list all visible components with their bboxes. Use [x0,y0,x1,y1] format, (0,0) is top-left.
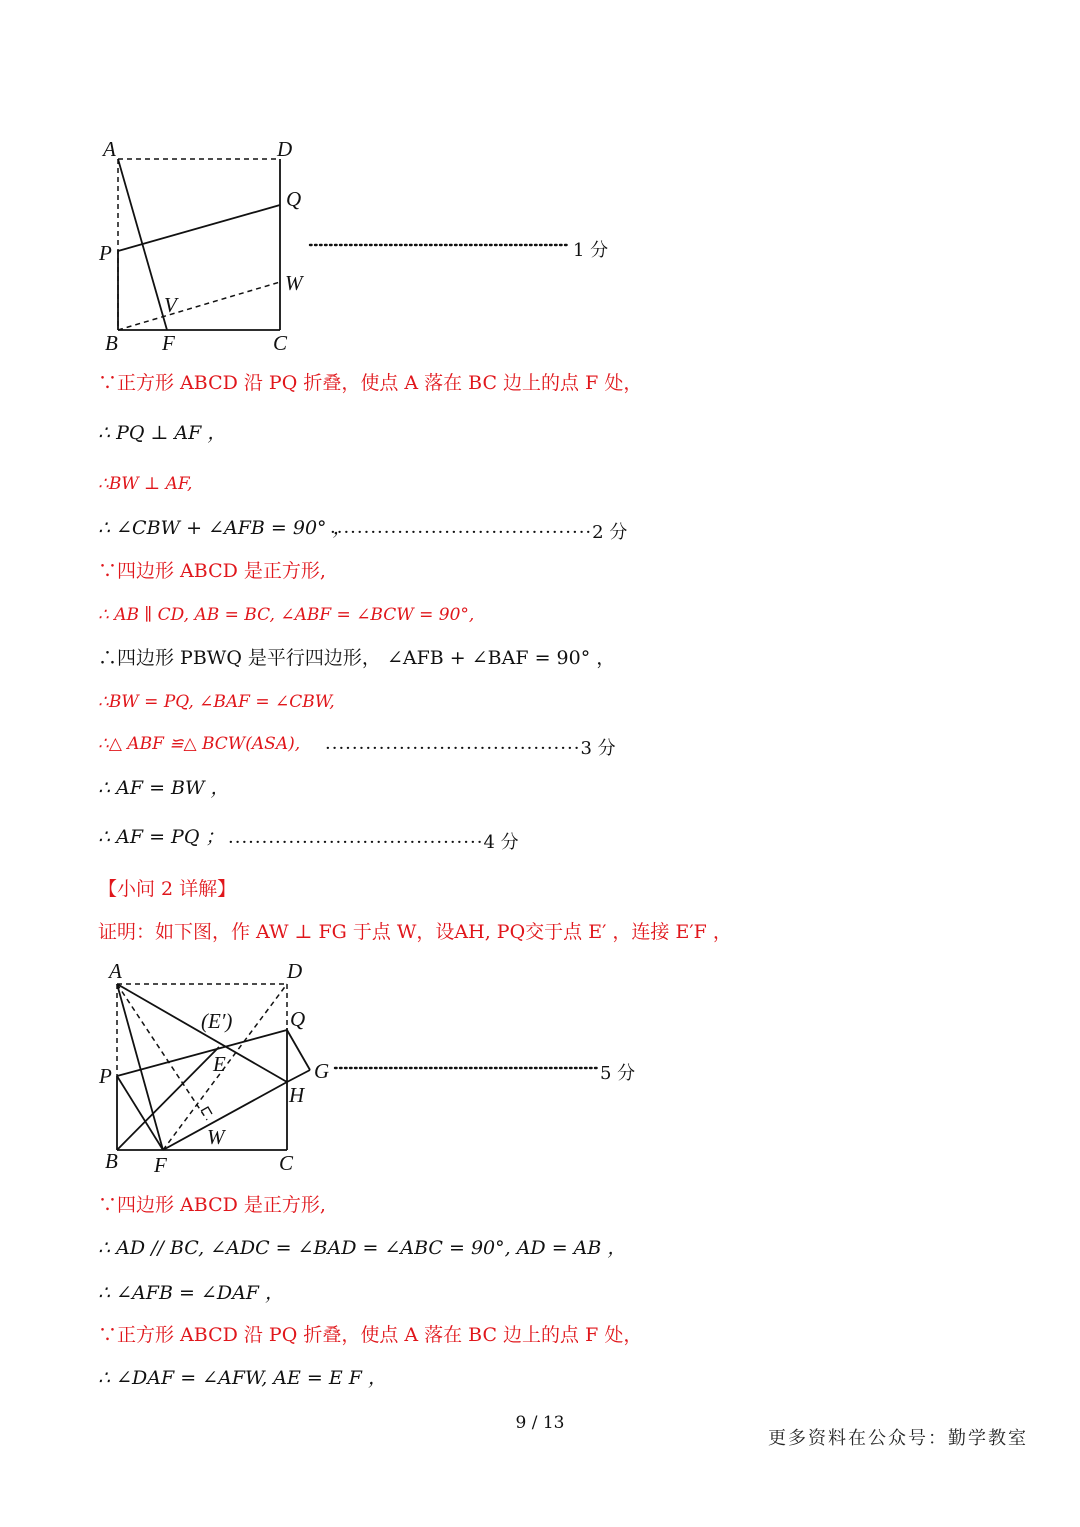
proof-line-7: ∴四边形 PBWQ 是平行四边形， ∠AFB + ∠BAF = 90° ， [98,647,616,669]
proof-line-4: ∴ ∠CBW + ∠AFB = 90° ， [98,517,352,539]
leader-dots-3: ······································3 分 [325,738,616,759]
proof2-line-5: ∴ ∠DAF = ∠AFW, AE = E F ， [98,1367,388,1389]
label-V: V [164,293,177,317]
proof2-line-1: ∵四边形 ABCD 是正方形, [98,1194,326,1216]
proof-line-11: ∴ AF = PQ ； [98,826,225,848]
leader-dots-4: ······································4 分 [228,832,519,853]
proof2-line-4: ∵正方形 ABCD 沿 PQ 折叠，使点 A 落在 BC 边上的点 F 处， [98,1324,643,1346]
proof-line-3: ∴BW ⊥ AF, [98,474,193,494]
label-W: W [285,271,303,295]
leader-dots-2: ·······································2 分 [330,522,628,543]
page-number: 9 / 13 [515,1413,565,1433]
score-figure-2: 5 分 [600,1063,636,1084]
fig2-label-Q: Q [290,1007,306,1031]
proof-line-8: ∴BW = PQ, ∠BAF = ∠CBW, [98,692,335,712]
label-Q: Q [286,187,302,211]
fig2-label-C: C [279,1151,294,1175]
score-4: 4 分 [483,832,519,853]
score-figure-1: 1 分 [573,240,609,261]
label-B: B [105,331,118,355]
fig2-label-G: G [314,1059,330,1083]
proof-line-2: ∴ PQ ⊥ AF ， [98,422,227,444]
fig2-label-E-prime: (E′) [201,1009,233,1033]
proof-line-5: ∵四边形 ABCD 是正方形, [98,560,326,582]
proof-line-9: ∴△ ABF ≌△ BCW(ASA), [98,734,301,754]
score-2: 2 分 [592,522,628,543]
figure-2-diagram [95,958,655,1183]
fig2-label-B: B [105,1149,118,1173]
score-3: 3 分 [580,738,616,759]
fig2-label-F: F [154,1153,167,1177]
section-title: 【小问 2 详解】 [98,878,237,900]
fig2-label-H: H [289,1083,305,1107]
fig2-label-A: A [109,959,122,983]
label-F: F [162,331,175,355]
fig2-label-D: D [287,959,303,983]
figure-1-diagram [95,138,635,358]
fig2-label-W: W [207,1125,225,1149]
proof-line-1: ∵正方形 ABCD 沿 PQ 折叠，使点 A 落在 BC 边上的点 F 处， [98,372,643,394]
proof2-line-3: ∴ ∠AFB = ∠DAF ， [98,1282,285,1304]
watermark-text: 更多资料在公众号：勤学教室 [768,1428,1028,1449]
proof-intro: 证明：如下图，作 AW ⊥ FG 于点 W，设AH, PQ交于点 E′ ，连接 E′F ， [98,921,732,943]
fig2-label-P: P [99,1064,112,1088]
fig2-label-E: E [213,1052,226,1076]
proof-line-6: ∴ AB ∥ CD, AB = BC, ∠ABF = ∠BCW = 90°, [98,605,475,625]
label-P: P [99,241,112,265]
proof2-line-2: ∴ AD // BC, ∠ADC = ∠BAD = ∠ABC = 90°, AD = AB ， [98,1237,627,1259]
proof-line-10: ∴ AF = BW ， [98,777,230,799]
label-C: C [273,331,288,355]
label-D: D [277,138,293,161]
label-A: A [103,138,116,161]
